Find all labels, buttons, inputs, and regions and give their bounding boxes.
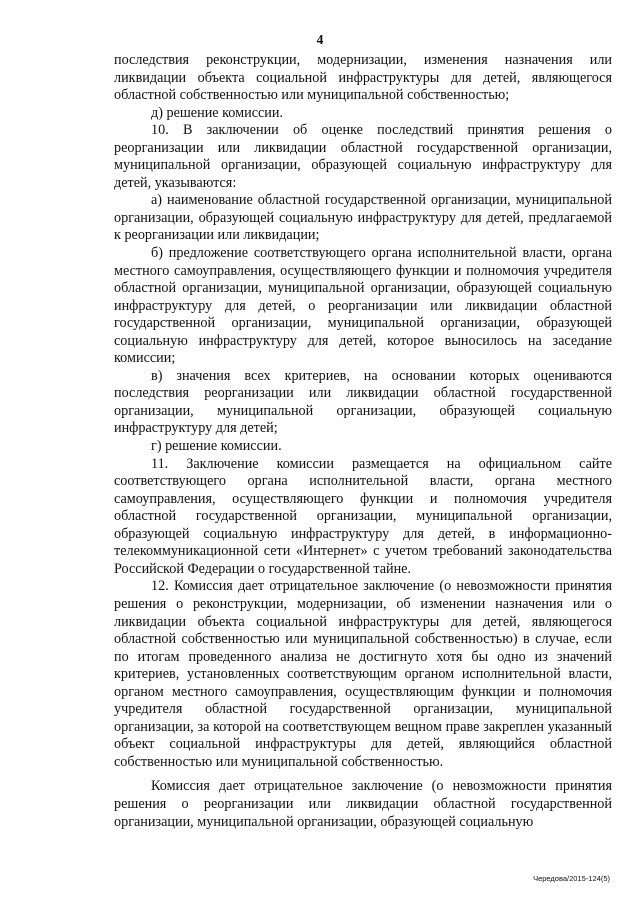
paragraph: 10. В заключении об оценке последствий принятия решения о реорганизации или ликвидации областной государственной организации, муниципальной организации, образующей социальную инфраструктуру для детей, указываются: [114,122,612,191]
paragraph: д) решение комиссии. [151,104,284,121]
paragraph: 11. Заключение комиссии размещается на официальном сайте соответствующего органа исполнительной власти, органа местного самоуправления, осуществляющего функции и полномочия учредителя областной государственной организации, муниципальной организации, образующей социальную инфраструктуру для детей, в информационно-телекоммуникационной сети «Интернет» с учетом требований законодательства Российской Федерации о государственной тайне. [114,455,612,577]
paragraph: последствия реконструкции, модернизации, изменения назначения или ликвидации объекта социальной инфраструктуры для детей, являющегося областной собственностью или муниципальной собственностью; [114,52,612,104]
paragraph: 12. Комиссия дает отрицательное заключение (о невозможности принятия решения о реконструкции, модернизации, об изменении назначения или о ликвидации объекта социальной инфраструктуры для детей, являющегося областной собственностью или муниципальной собственностью) в случае, если по итогам проведенного анализа не достигнуто хотя бы одно из значений критериев, установленных соответствующим органом исполнительной власти, органом местного самоуправления, осуществляющим функции и полномочия учредителя областной государственной организации, муниципальной организации, за которой на соответствующем вещном праве закреплен указанный объект социальной инфраструктуры для детей, являющийся областной собственностью или муниципальной собственностью. [114,578,612,770]
document-body [114,52,612,831]
page-number: 4 [316,32,324,47]
paragraph: б) предложение соответствующего органа исполнительной власти, органа местного самоуправления, осуществляющего функции и полномочия учредителя областной организации, муниципальной организации, образующей социальную инфраструктуру для детей, о реорганизации или ликвидации областной государственной организации, муниципальной организации, образующей социальную инфраструктуру для детей, которое выносилось на заседание комиссии; [114,245,612,367]
paragraph: в) значения всех критериев, на основании которых оцениваются последствия реорганизации или ликвидации областной государственной организации, муниципальной организации, образующей социальную инфраструктуру для детей; [114,367,612,437]
footer-document-code: Чередова/2015-124(5) [533,874,610,883]
paragraph: г) решение комиссии. [151,438,282,455]
paragraph: а) наименование областной государственной организации, муниципальной организации, образующей социальную инфраструктуру для детей, предлагаемой к реорганизации или ликвидации; [114,192,612,244]
paragraph: Комиссия дает отрицательное заключение (о невозможности принятия решения о реорганизации или ликвидации областной государственной организации, муниципальной организации, образующей социальную [114,778,612,830]
